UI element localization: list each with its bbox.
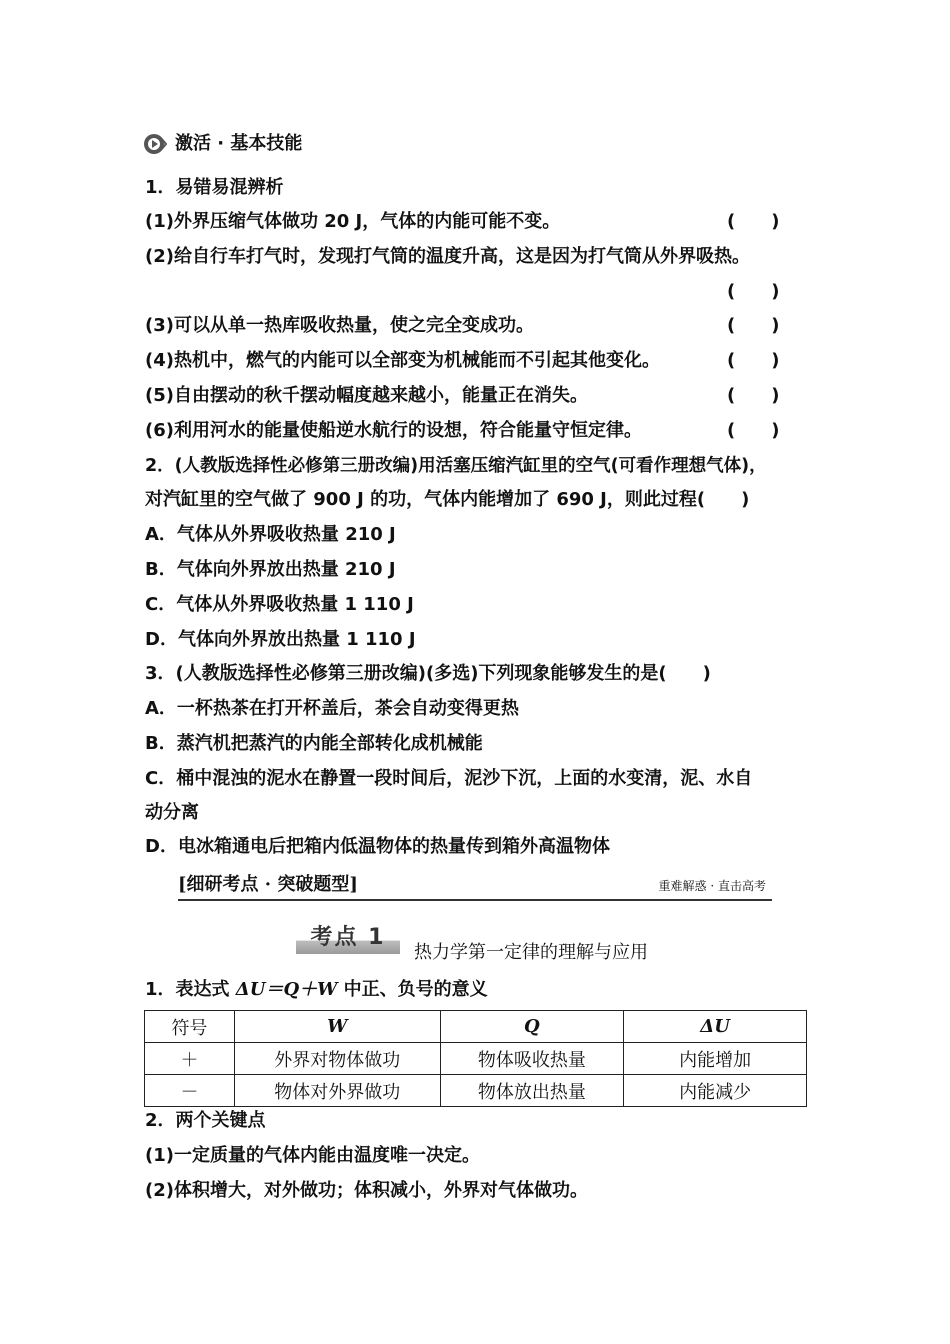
play-circle-icon [143,133,167,155]
q1-item-5: (5)自由摆动的秋千摆动幅度越来越小，能量正在消失。 [145,385,588,406]
q1-answer-paren-2: ( ) [727,281,780,302]
q1-item-4: (4)热机中，燃气的内能可以全部变为机械能而不引起其他变化。 [145,350,660,371]
q1-answer-paren-3: ( ) [727,315,780,336]
kaodian-label [296,924,400,954]
table-header: W [234,1011,440,1043]
table-header: 符号 [145,1011,235,1043]
table-header-row [145,1011,807,1043]
s2-title: 2．两个关键点 [145,1110,266,1131]
table-header: ΔU [624,1011,807,1043]
q1-item-3: (3)可以从单一热库吸收热量，使之完全变成功。 [145,315,534,336]
s2-item-2: (2)体积增大，对外做功；体积减小，外界对气体做功。 [145,1180,588,1201]
table-cell: 内能增加 [624,1043,807,1075]
table-cell: 外界对物体做功 [234,1043,440,1075]
table-cell: 内能减少 [624,1075,807,1107]
q2-option-c: C．气体从外界吸收热量 1 110 J [145,594,414,615]
banner-right-subtitle: 重难解惑 · 直击高考 [658,879,766,893]
q2-stem-line1: 2．(人教版选择性必修第三册改编)用活塞压缩汽缸里的空气(可看作理想气体)， [145,456,767,476]
q2-option-d: D．气体向外界放出热量 1 110 J [145,629,416,650]
q2-option-a: A．气体从外界吸收热量 210 J [145,524,396,545]
table-row [145,1043,807,1075]
sign-meaning-table [144,1010,807,1107]
q1-item-6: (6)利用河水的能量使船逆水航行的设想，符合能量守恒定律。 [145,420,642,441]
table-cell: ＋ [145,1043,235,1075]
q1-answer-paren-5: ( ) [727,385,780,406]
table-cell: 物体放出热量 [440,1075,624,1107]
section-title: 激活 · 基本技能 [175,133,303,154]
table-cell: － [145,1075,235,1107]
kaodian-title: 热力学第一定律的理解与应用 [414,942,648,963]
q3-option-a: A．一杯热茶在打开杯盖后，茶会自动变得更热 [145,698,519,719]
q1-title: 1．易错易混辨析 [145,177,284,198]
s1-title: 1．表达式 ΔU＝Q＋W 中正、负号的意义 [145,979,488,1000]
q1-item-2: (2)给自行车打气时，发现打气筒的温度升高，这是因为打气筒从外界吸热。 [145,246,750,267]
table-header: Q [440,1011,624,1043]
q1-item-1: (1)外界压缩气体做功 20 J，气体的内能可能不变。 [145,211,561,232]
q3-option-d: D．电冰箱通电后把箱内低温物体的热量传到箱外高温物体 [145,836,610,857]
section-banner [178,873,772,901]
q2-stem-line2: 对汽缸里的空气做了 900 J 的功，气体内能增加了 690 J，则此过程( ) [145,489,750,510]
kaodian-label-text: 考点 1 [310,925,386,950]
q1-answer-paren-4: ( ) [727,350,780,371]
q3-option-c: C．桶中混浊的泥水在静置一段时间后，泥沙下沉，上面的水变清，泥、水自 [145,768,753,789]
table-row [145,1075,807,1107]
s2-item-1: (1)一定质量的气体内能由温度唯一决定。 [145,1145,480,1166]
q3-option-c-cont: 动分离 [145,802,199,823]
banner-left-title: [细研考点 · 突破题型] [178,874,358,895]
q1-answer-paren-6: ( ) [727,420,780,441]
formula: ΔU＝Q＋W [235,979,338,1000]
q1-answer-paren-1: ( ) [727,211,780,232]
table-cell: 物体对外界做功 [234,1075,440,1107]
q3-option-b: B．蒸汽机把蒸汽的内能全部转化成机械能 [145,733,483,754]
q3-stem: 3．(人教版选择性必修第三册改编)(多选)下列现象能够发生的是( ) [145,663,711,684]
table-cell: 物体吸收热量 [440,1043,624,1075]
q2-option-b: B．气体向外界放出热量 210 J [145,559,396,580]
